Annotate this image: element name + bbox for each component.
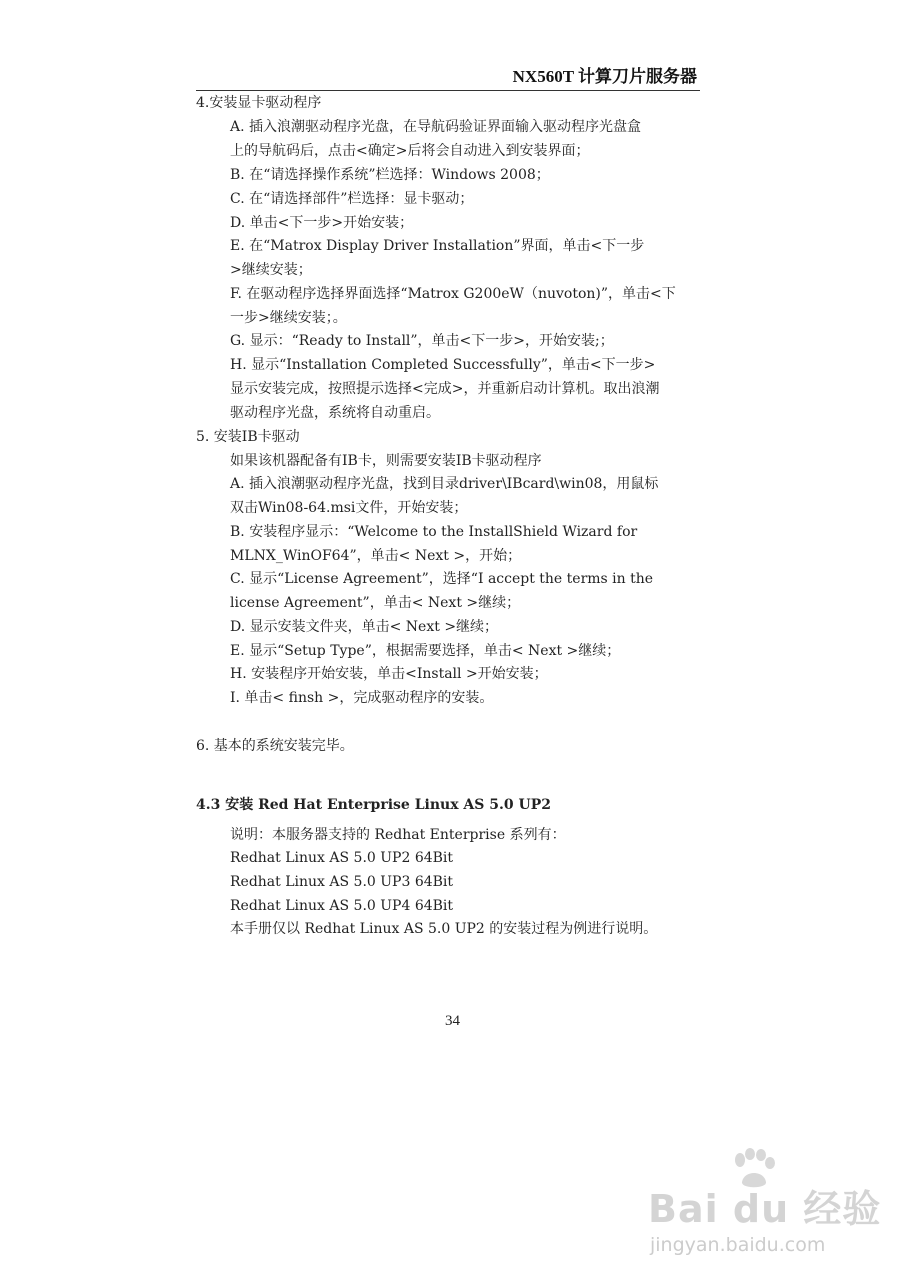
os-version-line: Redhat Linux AS 5.0 UP4 64Bit <box>230 898 454 914</box>
intro-line: 如果该机器配备有IB卡，则需要安装IB卡驱动程序 <box>230 453 542 469</box>
note-line: 说明：本服务器支持的 Redhat Enterprise 系列有： <box>230 827 566 843</box>
step-line: H. 显示“Installation Completed Successfully”，单击<下一步> <box>230 357 656 373</box>
note-line: 本手册仅以 Redhat Linux AS 5.0 UP2 的安装过程为例进行说明。 <box>230 921 658 937</box>
step-line: F. 在驱动程序选择界面选择“Matrox G200eW（nuvoton)”，单击<下 <box>230 286 676 302</box>
header-rule <box>196 90 700 91</box>
step-line: license Agreement”，单击< Next >继续； <box>230 595 521 611</box>
step-line: 一步>继续安装；。 <box>230 310 347 326</box>
os-version-line: Redhat Linux AS 5.0 UP2 64Bit <box>230 850 454 866</box>
step-line: C. 显示“License Agreement”，选择“I accept the terms in the <box>230 571 654 587</box>
step-line: B. 安装程序显示：“Welcome to the InstallShield Wizard for <box>230 524 638 540</box>
baidu-jingyan-watermark <box>640 1148 890 1268</box>
step-line: H. 安装程序开始安装，单击<Install >开始安装； <box>230 666 548 682</box>
step-line: 驱动程序光盘，系统将自动重启。 <box>230 405 440 421</box>
step-line: 显示安装完成，按照提示选择<完成>，并重新启动计算机。取出浪潮 <box>230 381 660 397</box>
os-version-line: Redhat Linux AS 5.0 UP3 64Bit <box>230 874 454 890</box>
section-heading-redhat: 4.3 安装 Red Hat Enterprise Linux AS 5.0 UP2 <box>196 797 551 813</box>
step-line: I. 单击< finsh >，完成驱动程序的安装。 <box>230 690 494 706</box>
section-heading-display-driver: 4.安装显卡驱动程序 <box>196 95 322 111</box>
section-heading-ib-driver: 5. 安装IB卡驱动 <box>196 429 300 445</box>
watermark-brand: Bai du 经验 <box>648 1187 882 1231</box>
step-line: G. 显示：“Ready to Install”，单击<下一步>，开始安装;； <box>230 333 614 349</box>
step-line: 双击Win08-64.msi文件，开始安装； <box>230 500 468 516</box>
watermark-url: jingyan.baidu.com <box>650 1234 826 1256</box>
step-line: >继续安装； <box>230 262 312 278</box>
step-line: A. 插入浪潮驱动程序光盘，在导航码验证界面输入驱动程序光盘盒 <box>230 119 642 135</box>
step-line: E. 在“Matrox Display Driver Installation”界面，单击<下一步 <box>230 238 645 254</box>
step-line: A. 插入浪潮驱动程序光盘，找到目录driver\IBcard\win08，用鼠标 <box>230 476 659 492</box>
page-number: 34 <box>445 1013 460 1029</box>
section-heading-complete: 6. 基本的系统安装完毕。 <box>196 738 354 754</box>
step-line: D. 显示安装文件夹，单击< Next >继续； <box>230 619 499 635</box>
step-line: D. 单击<下一步>开始安装； <box>230 215 414 231</box>
document-header-title: NX560T 计算刀片服务器 <box>512 67 697 86</box>
step-line: B. 在“请选择操作系统”栏选择：Windows 2008； <box>230 167 550 183</box>
step-line: 上的导航码后，点击<确定>后将会自动进入到安装界面； <box>230 143 590 159</box>
step-line: C. 在“请选择部件”栏选择：显卡驱动； <box>230 191 474 207</box>
step-line: E. 显示“Setup Type”，根据需要选择，单击< Next >继续； <box>230 643 621 659</box>
step-line: MLNX_WinOF64”，单击< Next >，开始； <box>230 548 522 564</box>
